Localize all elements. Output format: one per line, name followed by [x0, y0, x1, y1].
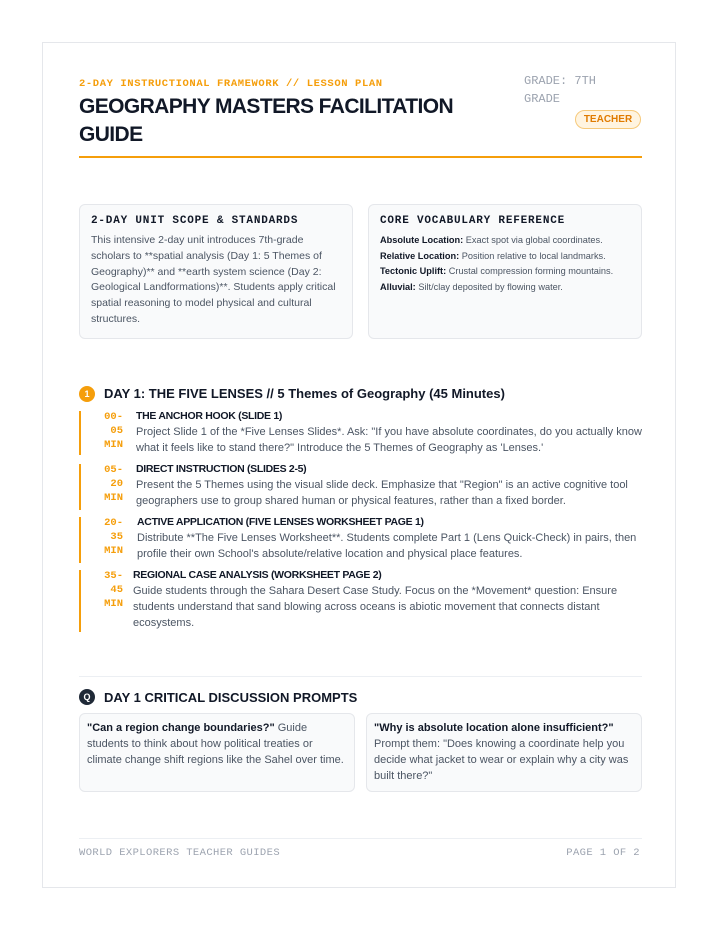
vocab-item: [380, 264, 630, 280]
vocab-definition: Silt/clay deposited by flowing water.: [418, 281, 563, 292]
vocab-item: [380, 249, 630, 265]
step-time: 00- 05 MIN: [104, 411, 123, 451]
timeline-step: [79, 411, 651, 455]
step-description: Distribute **The Five Lenses Worksheet**. Students complete Part 1 (Lens Quick-Check) in pairs, then profile their own School's absolute/relative location and physical place features.: [137, 532, 637, 560]
document-kicker: 2-DAY INSTRUCTIONAL FRAMEWORK // LESSON PLAN: [79, 78, 383, 90]
vocab-term: Relative Location:: [380, 250, 460, 261]
step-description: Guide students through the Sahara Desert Case Study. Focus on the *Movement* question: Ensure students understand that sand blowing across oceans is abiotic movement that connects distant ecosystems.: [133, 585, 618, 629]
vocabulary-heading: CORE VOCABULARY REFERENCE: [380, 215, 566, 227]
scope-card: [79, 204, 353, 339]
step-time: 35- 45 MIN: [104, 570, 123, 610]
timeline-step: [79, 517, 651, 563]
step-description: Project Slide 1 of the *Five Lenses Slides*. Ask: "If you have absolute coordinates, do you actually know what it feels like to stand there?" Introduce the 5 Themes of Geography as 'Lenses.': [136, 426, 642, 454]
vocab-term: Alluvial:: [380, 281, 416, 292]
step-title: ACTIVE APPLICATION (FIVE LENSES WORKSHEET PAGE 1): [137, 516, 424, 528]
discussion-prompt-card: [366, 713, 642, 792]
timeline-step: [79, 464, 651, 510]
day1-section-title: DAY 1: THE FIVE LENSES // 5 Themes of Geography (45 Minutes): [104, 386, 505, 401]
prompt-text: Guide students to think about how political treaties or climate change shift regions like the Sahel over time.: [87, 722, 344, 766]
vocab-definition: Crustal compression forming mountains.: [448, 266, 614, 276]
section-divider: [79, 676, 642, 677]
vocabulary-card: [368, 204, 642, 339]
step-title: THE ANCHOR HOOK (SLIDE 1): [136, 410, 283, 422]
prompt-question: "Why is absolute location alone insufficient?": [374, 722, 614, 734]
prompt-text: Prompt them: "Does knowing a coordinate help you decide what jacket to wear or explain why a city was built there?": [374, 738, 629, 782]
discussion-prompt-card: [79, 713, 355, 792]
prompt-question: "Can a region change boundaries?": [87, 722, 275, 734]
scope-heading: 2-DAY UNIT SCOPE & STANDARDS: [91, 215, 299, 227]
vocab-definition: Exact spot via global coordinates.: [465, 235, 603, 245]
step-time: 20- 35 MIN: [104, 517, 123, 557]
vocab-term: Absolute Location:: [380, 235, 464, 245]
step-title: DIRECT INSTRUCTION (SLIDES 2-5): [136, 463, 307, 475]
footer-divider: [79, 838, 642, 839]
day1-number-badge: 1: [79, 386, 95, 402]
teacher-badge: TEACHER: [575, 110, 641, 129]
footer-series: WORLD EXPLORERS TEACHER GUIDES: [79, 847, 281, 859]
vocab-term: Tectonic Uplift:: [380, 266, 447, 276]
grade-label: GRADE: 7TH GRADE: [524, 74, 597, 106]
discussion-section-title: DAY 1 CRITICAL DISCUSSION PROMPTS: [104, 690, 358, 705]
step-time: 05- 20 MIN: [104, 464, 123, 504]
document-title: GEOGRAPHY MASTERS FACILITATION GUIDE: [79, 95, 454, 146]
page-number: PAGE 1 OF 2: [566, 847, 640, 859]
header-divider: [79, 156, 642, 158]
vocab-item: [380, 280, 630, 296]
step-description: Present the 5 Themes using the visual slide deck. Emphasize that "Region" is an active cognitive tool geographers use to group shared human or physical features, rather than a fixed border.: [136, 479, 628, 507]
lesson-plan-page: [42, 42, 676, 888]
discussion-badge: Q: [79, 689, 95, 705]
vocab-definition: Position relative to local landmarks.: [461, 250, 606, 261]
vocab-item: [380, 233, 630, 249]
step-title: REGIONAL CASE ANALYSIS (WORKSHEET PAGE 2): [133, 569, 382, 581]
scope-body: This intensive 2-day unit introduces 7th-grade scholars to **spatial analysis (Day 1: 5 Themes of Geography)** and **earth system science (Day 2: Geological Landformations)**. Students apply critical spatial reasoning to model physical and cultural structures.: [91, 234, 336, 325]
timeline-step: [79, 570, 651, 632]
